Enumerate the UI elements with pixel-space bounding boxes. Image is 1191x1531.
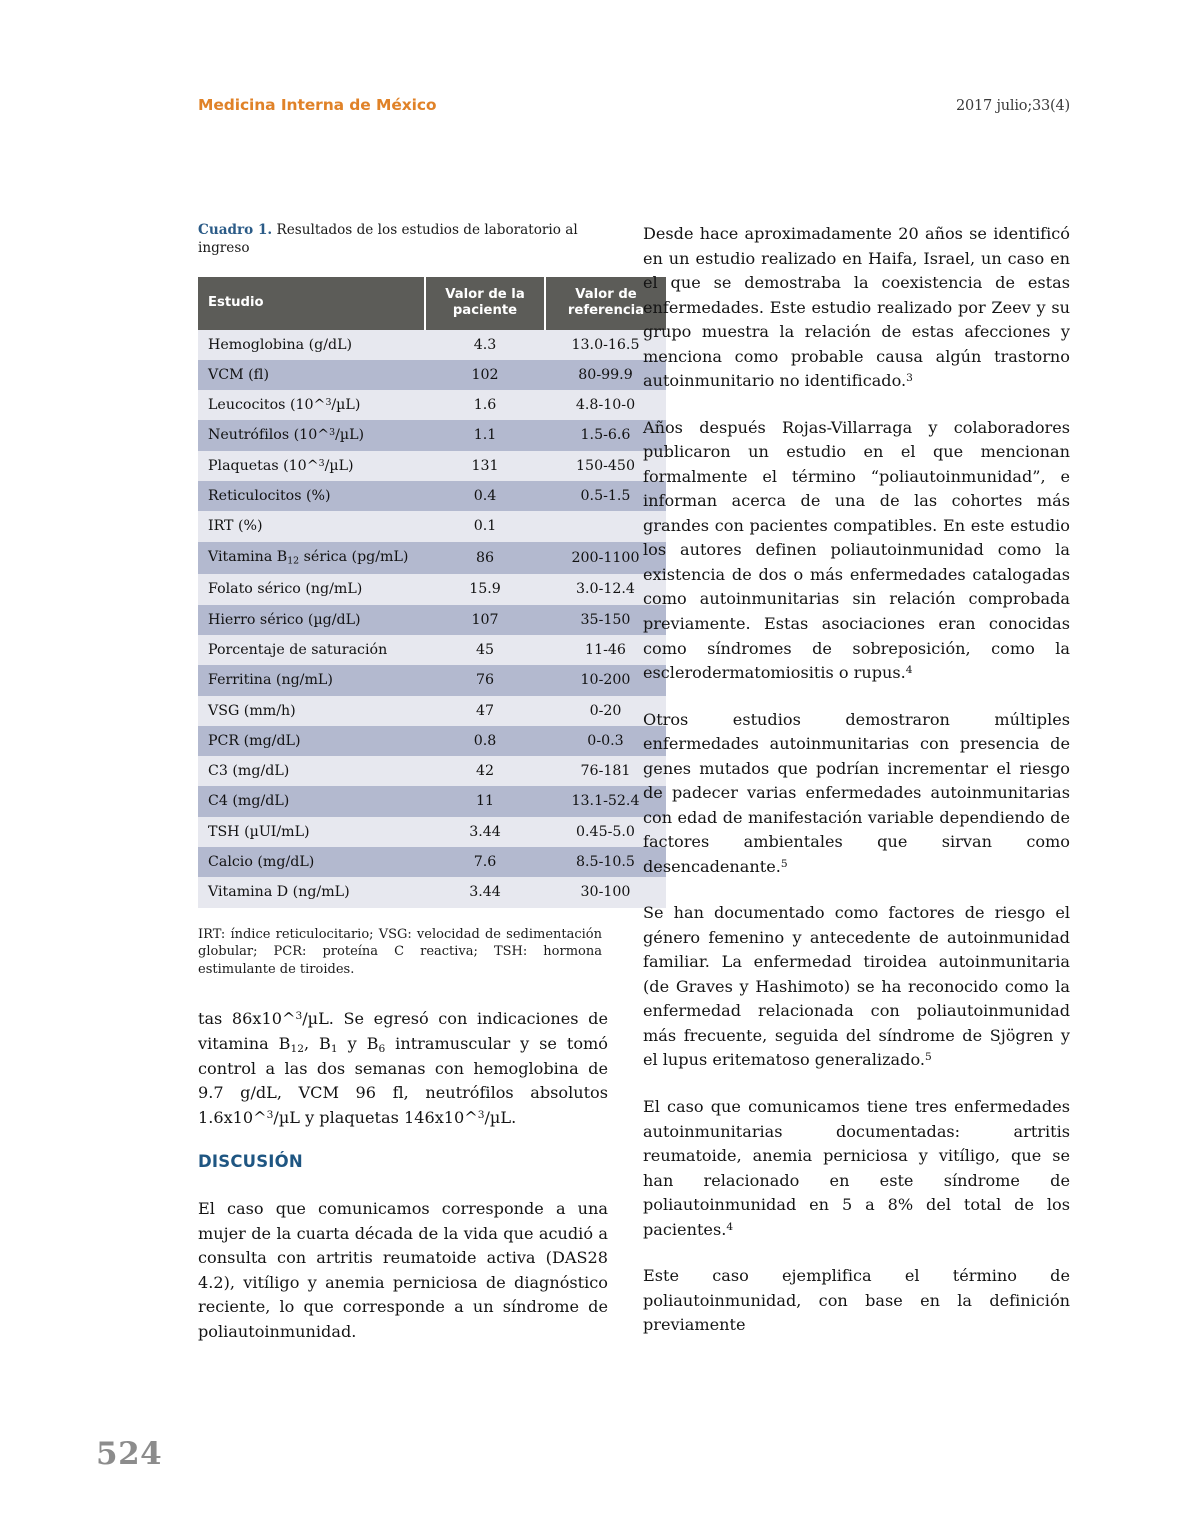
cell-patient-value: 1.6 bbox=[425, 390, 545, 420]
table-caption-label: Cuadro 1. bbox=[198, 222, 273, 238]
journal-title: Medicina Interna de México bbox=[198, 96, 437, 114]
cell-study: VSG (mm/h) bbox=[198, 696, 425, 726]
right-paragraph-5-text: El caso que comunicamos tiene tres enfermedades autoinmunitarias documentadas: artritis reumatoide, anemia perniciosa y vitíligo, que se han relacionado en este síndrome de poliautoinmunidad en 5 a 8% del total de los pacientes. bbox=[643, 1097, 1070, 1239]
cell-reference-value: 30-100 bbox=[545, 877, 666, 907]
page-number: 524 bbox=[96, 1436, 163, 1472]
table-row bbox=[198, 847, 666, 877]
table-row bbox=[198, 451, 666, 481]
cell-reference-value: 13.1-52.4 bbox=[545, 786, 666, 816]
right-paragraph-2-text: Años después Rojas-Villarraga y colaboradores publicaron un estudio en el que mencionan formalmente el término “poliautoinmunidad”, e informan acerca de una de las cohortes más grandes con pacientes compatibles. En este estudio los autores definen poliautoinmunidad como la existencia de dos o más enfermedades catalogadas como autoinmunitarias sin relación comprobada previamente. Estas asociaciones eran conocidas como síndromes de sobreposición, como la esclerodermatomiositis o rupus. bbox=[643, 417, 1070, 683]
table-row bbox=[198, 635, 666, 665]
citation-ref-3: 3 bbox=[906, 371, 913, 385]
cell-study: Reticulocitos (%) bbox=[198, 481, 425, 511]
cell-study: Vitamina $B_{12}$ sérica (pg/mL) bbox=[198, 542, 425, 574]
cell-study: Neutrófilos (10^$^3$/µL) bbox=[198, 420, 425, 450]
cell-study: IRT (%) bbox=[198, 511, 425, 541]
cell-reference-value: 0-20 bbox=[545, 696, 666, 726]
cell-patient-value: 45 bbox=[425, 635, 545, 665]
right-paragraph-1 bbox=[643, 222, 1070, 394]
cell-study: C3 (mg/dL) bbox=[198, 756, 425, 786]
cell-reference-value: 0.45-5.0 bbox=[545, 817, 666, 847]
right-paragraph-3 bbox=[643, 708, 1070, 880]
cell-patient-value: 0.1 bbox=[425, 511, 545, 541]
cell-study: Porcentaje de saturación bbox=[198, 635, 425, 665]
citation-ref-4a: 4 bbox=[905, 663, 913, 677]
right-column bbox=[643, 222, 1070, 1338]
cell-study: C4 (mg/dL) bbox=[198, 786, 425, 816]
cell-reference-value: 150-450 bbox=[545, 451, 666, 481]
table-row bbox=[198, 390, 666, 420]
cell-patient-value: 0.8 bbox=[425, 726, 545, 756]
cell-study: Leucocitos (10^$^3$/µL) bbox=[198, 390, 425, 420]
cell-patient-value: 11 bbox=[425, 786, 545, 816]
cell-patient-value: 86 bbox=[425, 542, 545, 574]
table-row bbox=[198, 542, 666, 574]
cell-reference-value: 0.5-1.5 bbox=[545, 481, 666, 511]
lab-results-table bbox=[198, 277, 666, 907]
table-row bbox=[198, 574, 666, 604]
cell-reference-value: 0-0.3 bbox=[545, 726, 666, 756]
cell-study: Hierro sérico (µg/dL) bbox=[198, 605, 425, 635]
cell-patient-value: 7.6 bbox=[425, 847, 545, 877]
cell-study: Plaquetas (10^$^3$/µL) bbox=[198, 451, 425, 481]
table-caption bbox=[198, 222, 608, 257]
cell-reference-value: 3.0-12.4 bbox=[545, 574, 666, 604]
table-row bbox=[198, 481, 666, 511]
column-header-study: Estudio bbox=[198, 277, 425, 329]
citation-ref-4b: 4 bbox=[726, 1219, 734, 1233]
table-row bbox=[198, 817, 666, 847]
table-row bbox=[198, 360, 666, 390]
cell-reference-value: 1.5-6.6 bbox=[545, 420, 666, 450]
cell-patient-value: 4.3 bbox=[425, 330, 545, 360]
right-paragraph-2 bbox=[643, 416, 1070, 686]
cell-patient-value: 3.44 bbox=[425, 817, 545, 847]
cell-study: VCM (fl) bbox=[198, 360, 425, 390]
cell-patient-value: 1.1 bbox=[425, 420, 545, 450]
table-row bbox=[198, 696, 666, 726]
cell-reference-value: 76-181 bbox=[545, 756, 666, 786]
cell-reference-value: 13.0-16.5 bbox=[545, 330, 666, 360]
cell-study: Folato sérico (ng/mL) bbox=[198, 574, 425, 604]
table-row bbox=[198, 605, 666, 635]
table-row bbox=[198, 330, 666, 360]
running-head bbox=[198, 96, 1070, 114]
discusion-paragraph-1: El caso que comunicamos corresponde a una mujer de la cuarta década de la vida que acudió a consulta con artritis reumatoide activa (DAS28 4.2), vitíligo y anemia perniciosa de diagnóstico reciente, lo que corresponde a un síndrome de poliautoinmunidad. bbox=[198, 1199, 608, 1341]
cell-study: Calcio (mg/dL) bbox=[198, 847, 425, 877]
left-column bbox=[198, 222, 645, 1341]
right-paragraph-5 bbox=[643, 1095, 1070, 1242]
paragraph-continued-from-previous-page: tas 86x10^$^3$/µL. Se egresó con indicaciones de vitamina $B_{12}$, $B_1$ y $B_6$ intramuscular y se tomó control a las dos semanas con hemoglobina de 9.7 g/dL, VCM 96 fl, neutrófilos absolutos 1.6x10^$^3$/µL y plaquetas 146x10^$^3$/µL. bbox=[198, 1009, 608, 1127]
cell-patient-value: 3.44 bbox=[425, 877, 545, 907]
right-paragraph-3-text: Otros estudios demostraron múltiples enfermedades autoinmunitarias con presencia de genes mutados que podrían incrementar el riesgo de padecer varias enfermedades autoinmunitarias con edad de manifestación variable dependiendo de factores ambientales que sirvan como desencadenante. bbox=[643, 709, 1070, 876]
cell-patient-value: 102 bbox=[425, 360, 545, 390]
cell-study: Ferritina (ng/mL) bbox=[198, 665, 425, 695]
table-row bbox=[198, 511, 666, 541]
table-row bbox=[198, 756, 666, 786]
table-row bbox=[198, 786, 666, 816]
cell-patient-value: 0.4 bbox=[425, 481, 545, 511]
left-column-text bbox=[198, 1007, 608, 1344]
right-paragraph-1-text: Desde hace aproximadamente 20 años se identificó en un estudio realizado en Haifa, Israel, un caso en el que se demostraba la coexistencia de estas enfermedades. Este estudio realizado por Zeev y su grupo muestra la relación de estas afecciones y menciona como probable causa algún trastorno autoinmunitario no identificado. bbox=[643, 224, 1070, 391]
table-row bbox=[198, 665, 666, 695]
issue-info: 2017 julio;33(4) bbox=[955, 98, 1070, 114]
table-header-row bbox=[198, 277, 666, 329]
right-paragraph-4 bbox=[643, 901, 1070, 1073]
cell-reference-value: 8.5-10.5 bbox=[545, 847, 666, 877]
table-caption-text: Resultados de los estudios de laboratorio al ingreso bbox=[198, 222, 578, 256]
cell-patient-value: 76 bbox=[425, 665, 545, 695]
cell-patient-value: 47 bbox=[425, 696, 545, 726]
citation-ref-5b: 5 bbox=[924, 1050, 932, 1064]
right-paragraph-4-text: Se han documentado como factores de riesgo el género femenino y antecedente de autoinmunidad familiar. La enfermedad tiroidea autoinmunitaria (de Graves y Hashimoto) se ha reconocido como la enfermedad relacionada con poliautoinmunidad más frecuente, seguida del síndrome de Sjögren y el lupus eritematoso generalizado. bbox=[643, 903, 1070, 1070]
cell-study: Hemoglobina (g/dL) bbox=[198, 330, 425, 360]
citation-ref-5a: 5 bbox=[780, 856, 788, 870]
table-row bbox=[198, 726, 666, 756]
column-header-patient-value: Valor de la paciente bbox=[425, 277, 545, 329]
section-heading-discusion: DISCUSIÓN bbox=[198, 1152, 303, 1172]
cell-reference-value: 4.8-10-0 bbox=[545, 390, 666, 420]
cell-reference-value: 80-99.9 bbox=[545, 360, 666, 390]
table-body bbox=[198, 330, 666, 908]
cell-reference-value: 10-200 bbox=[545, 665, 666, 695]
cell-reference-value: 35-150 bbox=[545, 605, 666, 635]
cell-reference-value: 11-46 bbox=[545, 635, 666, 665]
cell-patient-value: 42 bbox=[425, 756, 545, 786]
right-paragraph-6: Este caso ejemplifica el término de poliautoinmunidad, con base en la definición previamente bbox=[643, 1266, 1070, 1335]
cell-reference-value: 200-1100 bbox=[545, 542, 666, 574]
cell-patient-value: 131 bbox=[425, 451, 545, 481]
table-row bbox=[198, 877, 666, 907]
cell-patient-value: 107 bbox=[425, 605, 545, 635]
cell-study: Vitamina D (ng/mL) bbox=[198, 877, 425, 907]
cell-patient-value: 15.9 bbox=[425, 574, 545, 604]
table-row bbox=[198, 420, 666, 450]
table-head bbox=[198, 277, 666, 329]
cell-study: PCR (mg/dL) bbox=[198, 726, 425, 756]
column-header-reference-value: Valor de referencia bbox=[545, 277, 666, 329]
cell-study: TSH (µUI/mL) bbox=[198, 817, 425, 847]
table-footnote: IRT: índice reticulocitario; VSG: velocidad de sedimentación globular; PCR: proteína C reactiva; TSH: hormona estimulante de tiroides. bbox=[198, 926, 602, 977]
